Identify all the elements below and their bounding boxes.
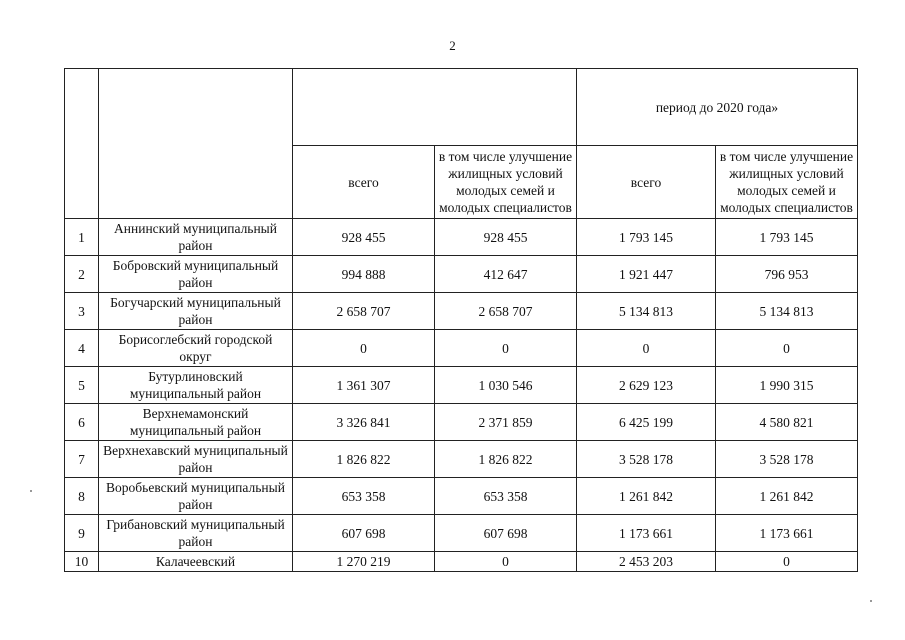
header-group-right: период до 2020 года» (577, 69, 858, 146)
value-incl-left: 607 698 (435, 515, 577, 552)
table-row (65, 293, 858, 330)
value-incl-left: 2 371 859 (435, 404, 577, 441)
value-total-left: 1 361 307 (293, 367, 435, 404)
scan-speck (870, 600, 872, 602)
page-number: 2 (449, 38, 456, 53)
value-total-right: 5 134 813 (577, 293, 716, 330)
district-name: Борисоглебский городской округ (99, 330, 293, 367)
value-total-left: 0 (293, 330, 435, 367)
value-total-right: 1 921 447 (577, 256, 716, 293)
value-total-right: 6 425 199 (577, 404, 716, 441)
row-number: 5 (65, 367, 99, 404)
value-total-right: 3 528 178 (577, 441, 716, 478)
row-number: 4 (65, 330, 99, 367)
value-total-right: 2 453 203 (577, 552, 716, 572)
district-name: Бутурлиновский муниципальный район (99, 367, 293, 404)
district-name: Бобровский муниципальный район (99, 256, 293, 293)
header-name-cell (99, 69, 293, 219)
table-row (65, 367, 858, 404)
value-total-left: 994 888 (293, 256, 435, 293)
header-group-left (293, 69, 577, 146)
value-total-right: 0 (577, 330, 716, 367)
value-incl-left: 1 030 546 (435, 367, 577, 404)
value-total-right: 1 173 661 (577, 515, 716, 552)
budget-table (64, 68, 858, 572)
value-total-left: 653 358 (293, 478, 435, 515)
table-row (65, 441, 858, 478)
table-row (65, 515, 858, 552)
scan-speck (30, 490, 32, 492)
header-number-cell (65, 69, 99, 219)
district-name: Верхнехавский муниципальный район (99, 441, 293, 478)
value-total-right: 2 629 123 (577, 367, 716, 404)
district-name: Воробьевский муниципальный район (99, 478, 293, 515)
row-number: 10 (65, 552, 99, 572)
table-row (65, 219, 858, 256)
value-incl-right: 1 793 145 (716, 219, 858, 256)
header-incl-left: в том числе улучшение жилищных условий молодых семей и молодых специалистов (435, 146, 577, 219)
table-row (65, 256, 858, 293)
district-name: Калачеевский (99, 552, 293, 572)
header-total-right: всего (577, 146, 716, 219)
district-name: Богучарский муниципальный район (99, 293, 293, 330)
row-number: 3 (65, 293, 99, 330)
value-incl-right: 0 (716, 330, 858, 367)
value-total-left: 928 455 (293, 219, 435, 256)
row-number: 8 (65, 478, 99, 515)
row-number: 9 (65, 515, 99, 552)
value-incl-left: 412 647 (435, 256, 577, 293)
value-incl-left: 653 358 (435, 478, 577, 515)
value-incl-left: 0 (435, 330, 577, 367)
value-incl-right: 4 580 821 (716, 404, 858, 441)
row-number: 6 (65, 404, 99, 441)
row-number: 7 (65, 441, 99, 478)
value-incl-right: 1 173 661 (716, 515, 858, 552)
table-row (65, 552, 858, 572)
value-incl-left: 1 826 822 (435, 441, 577, 478)
row-number: 1 (65, 219, 99, 256)
value-incl-right: 1 261 842 (716, 478, 858, 515)
row-number: 2 (65, 256, 99, 293)
header-incl-right: в том числе улучшение жилищных условий молодых семей и молодых специалистов (716, 146, 858, 219)
header-row-1 (65, 69, 858, 146)
value-incl-left: 2 658 707 (435, 293, 577, 330)
value-incl-left: 0 (435, 552, 577, 572)
value-total-right: 1 793 145 (577, 219, 716, 256)
value-total-left: 1 270 219 (293, 552, 435, 572)
value-incl-right: 3 528 178 (716, 441, 858, 478)
table-row (65, 404, 858, 441)
district-name: Аннинский муниципальный район (99, 219, 293, 256)
value-incl-right: 5 134 813 (716, 293, 858, 330)
value-incl-right: 0 (716, 552, 858, 572)
value-total-right: 1 261 842 (577, 478, 716, 515)
value-incl-right: 1 990 315 (716, 367, 858, 404)
value-incl-left: 928 455 (435, 219, 577, 256)
value-total-left: 3 326 841 (293, 404, 435, 441)
district-name: Грибановский муниципальный район (99, 515, 293, 552)
district-name: Верхнемамонский муниципальный район (99, 404, 293, 441)
table-row (65, 330, 858, 367)
value-total-left: 607 698 (293, 515, 435, 552)
value-total-left: 2 658 707 (293, 293, 435, 330)
table-row (65, 478, 858, 515)
header-total-left: всего (293, 146, 435, 219)
value-total-left: 1 826 822 (293, 441, 435, 478)
value-incl-right: 796 953 (716, 256, 858, 293)
